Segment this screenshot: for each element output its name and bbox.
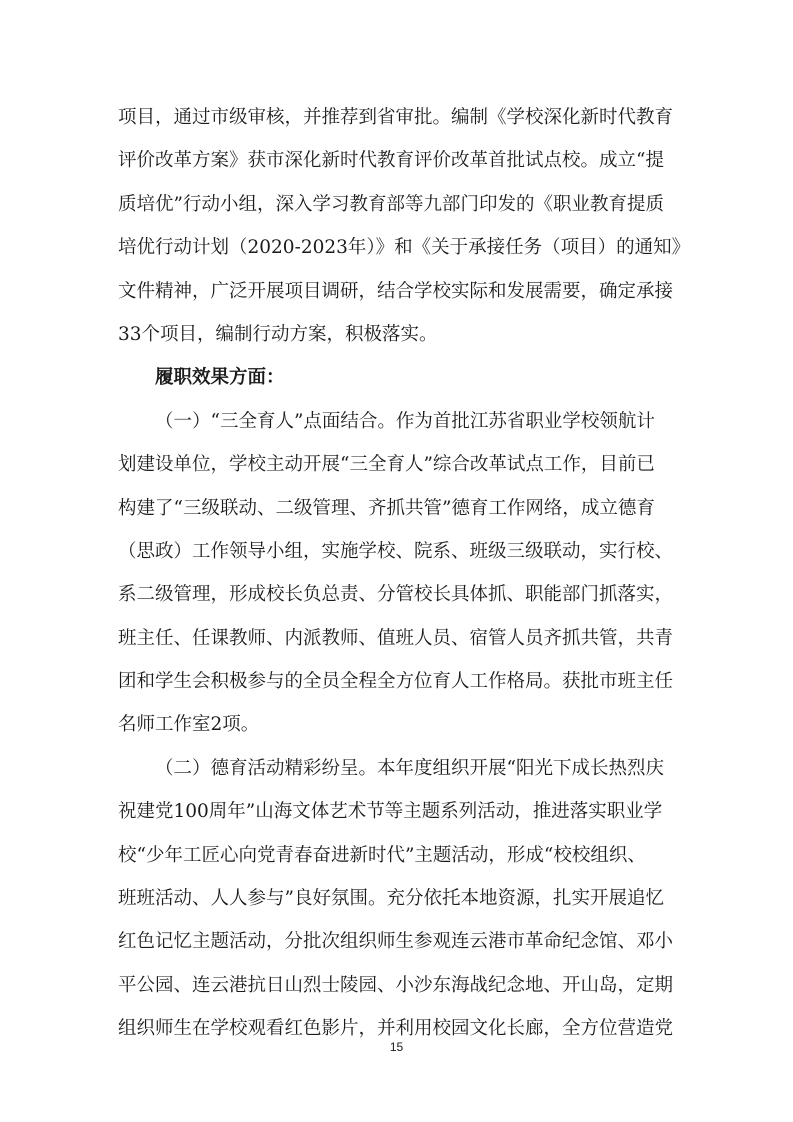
document-body [118,96,691,1051]
text-line: 平公园、连云港抗日山烈士陵园、小沙东海战纪念地、开山岛，定期 [118,974,674,996]
text-line: 组织师生在学校观看红色影片，并利用校园文化长廊，全方位营造党 [118,1018,674,1040]
text-line: 培优行动计划（2020-2023年）》和《关于承接任务（项目）的通知》 [118,237,691,259]
text-line: 项目，通过市级审核，并推荐到省审批。编制《学校深化新时代教育 [118,107,674,128]
text-line: 质培优”行动小组，深入学习教育部等九部门印发的《职业教育提质 [118,193,664,215]
text-line: 红色记忆主题活动，分批次组织师生参观连云港市革命纪念馆、邓小 [118,931,674,953]
text-line: 祝建党100周年”山海文体艺术节等主题系列活动，推进落实职业学 [118,801,663,823]
text-line: 文件精神，广泛开展项目调研，结合学校实际和发展需要，确定承接 [118,280,674,302]
text-line: 33个项目，编制行动方案，积极落实。 [118,323,438,345]
text-line: 校“少年工匠心向党青春奋进新时代”主题活动，形成“校校组织、 [118,844,646,866]
text-line: 班班活动、人人参与”良好氛围。充分依托本地资源，扎实开展追忆 [118,888,664,910]
text-line: 系二级管理，形成校长负总责、分管校长具体抓、职能部门抓落实， [118,584,674,606]
paragraph-first-line: （二）德育活动精彩纷呈。本年度组织开展“阳光下成长热烈庆 [155,757,664,779]
text-line: （思政）工作领导小组，实施学校、院系、班级三级联动，实行校、 [118,540,674,562]
text-line: 评价改革方案》获市深化新时代教育评价改革首批试点校。成立“提 [118,150,664,172]
section-heading: 履职效果方面： [155,367,285,389]
text-line: 构建了“三级联动、二级管理、齐抓共管”德育工作网络，成立德育 [118,497,655,519]
text-line: 团和学生会积极参与的全员全程全方位育人工作格局。获批市班主任 [118,671,674,693]
text-line: 班主任、任课教师、内派教师、值班人员、宿管人员齐抓共管，共青 [118,627,674,649]
text-line: 划建设单位，学校主动开展“三全育人”综合改革试点工作，目前已 [118,454,655,476]
paragraph-first-line: （一）“三全育人”点面结合。作为首批江苏省职业学校领航计 [155,410,655,432]
text-line: 名师工作室2项。 [118,714,260,736]
page-number: 15 [389,1040,404,1054]
